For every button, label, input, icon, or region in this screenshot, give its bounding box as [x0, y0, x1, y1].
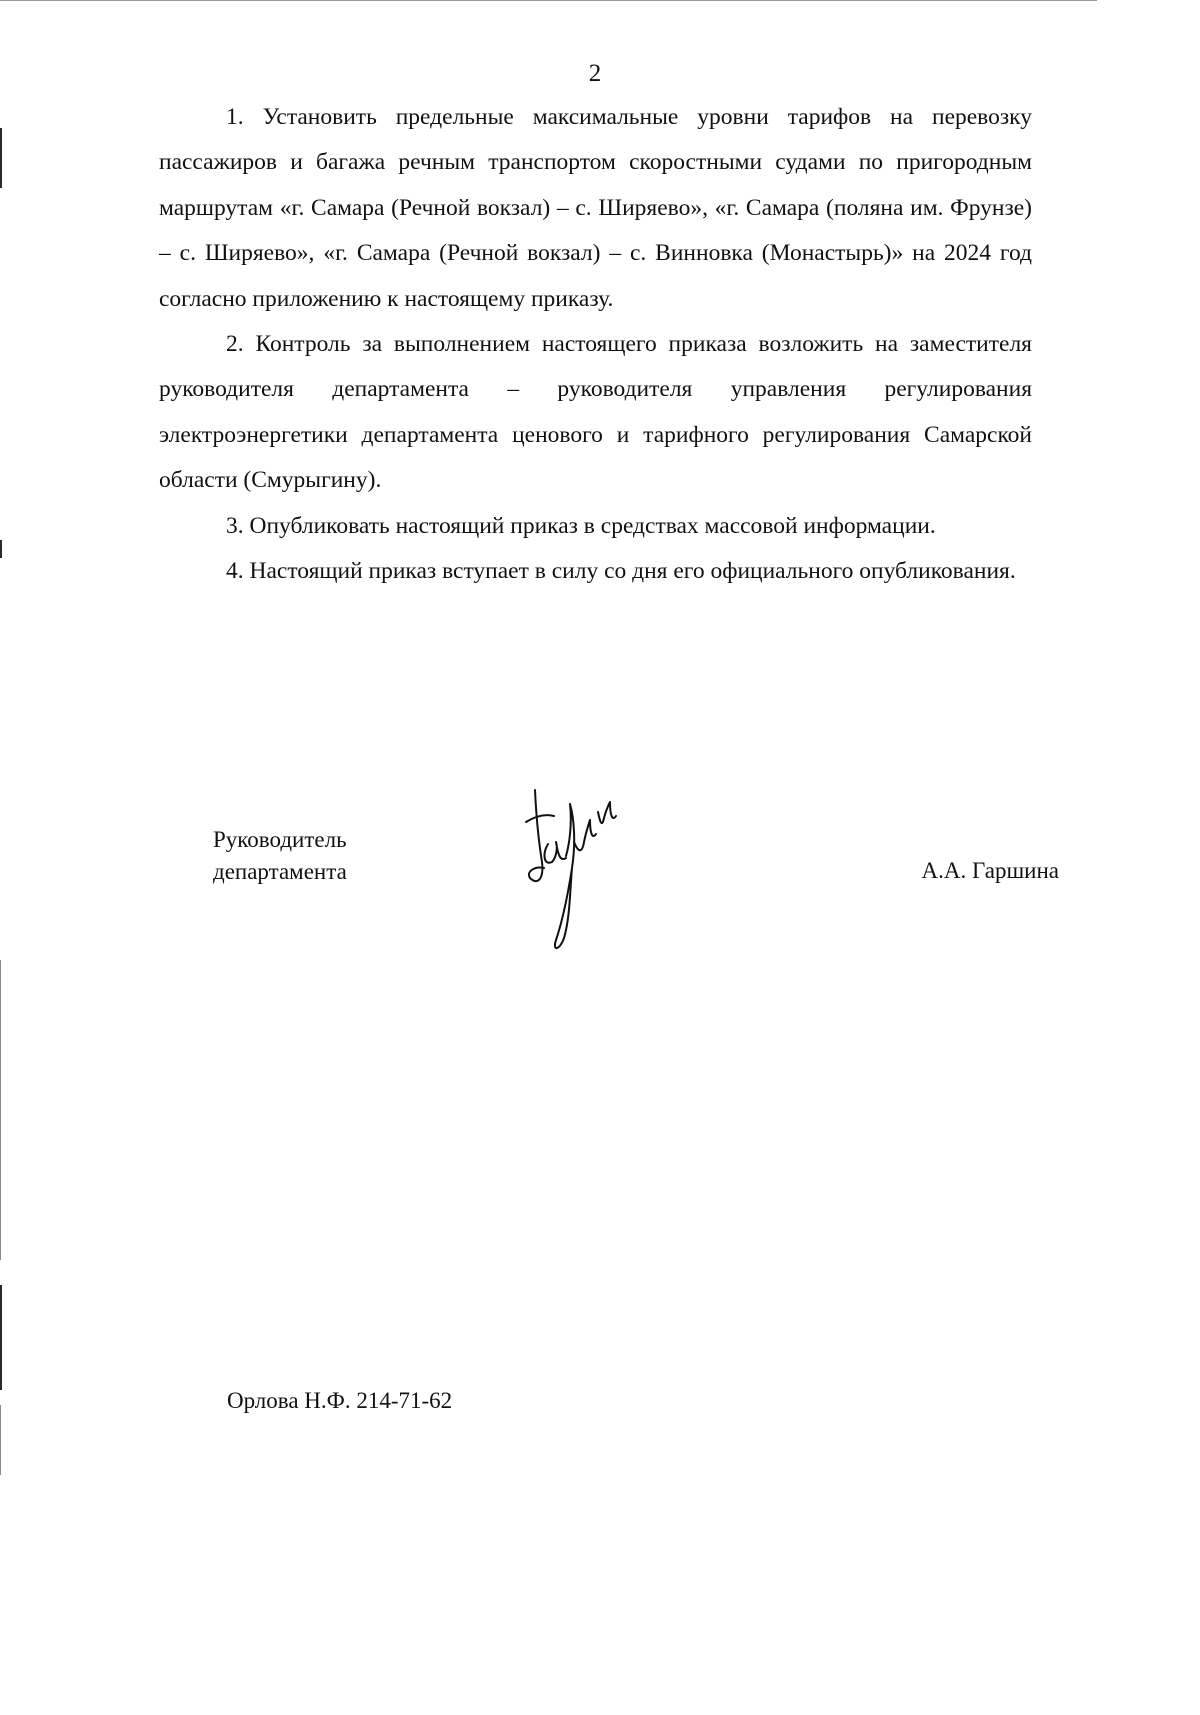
- signatory-position-line-1: Руководитель: [213, 827, 347, 852]
- scan-left-edge-mark: [0, 1285, 2, 1390]
- page-number: 2: [588, 60, 602, 87]
- order-clause-1: 1. Установить предельные максимальные уровни тарифов на перевозку пассажиров и багажа речным транспортом скоростными судами по пригородным маршрутам «г. Самара (Речной вокзал) – с. Ширяево», «г. Самара (поляна им. Фрунзе) – с. Ширяево», «г. Самара (Речной вокзал) – с. Винновка (Монастырь)» на 2024 год согласно приложению к настоящему приказу.: [159, 104, 1032, 312]
- scan-top-edge: [0, 0, 1097, 1]
- order-clause-4: 4. Настоящий приказ вступает в силу со дня его официального опубликования.: [226, 558, 1016, 585]
- scan-left-edge-mark: [0, 1405, 1, 1475]
- scan-left-edge-mark: [0, 128, 2, 188]
- executor-contact: Орлова Н.Ф. 214-71-62: [227, 1388, 453, 1413]
- signatory-name: А.А. Гаршина: [921, 858, 1059, 883]
- order-clause-2: 2. Контроль за выполнением настоящего приказа возложить на заместителя руководителя департамента – руководителя управления регулирования электроэнергетики департамента ценового и тарифного регулирования Самарской области (Смурыгину).: [159, 331, 1032, 494]
- scan-left-edge-mark: [0, 540, 2, 558]
- scan-left-edge-mark: [0, 960, 1, 1260]
- signatory-position: [213, 824, 347, 888]
- order-body: [159, 95, 1032, 594]
- handwritten-signature: [512, 782, 630, 954]
- signatory-position-line-2: департамента: [213, 859, 347, 884]
- order-clause-3: 3. Опубликовать настоящий приказ в средствах массовой информации.: [226, 512, 936, 539]
